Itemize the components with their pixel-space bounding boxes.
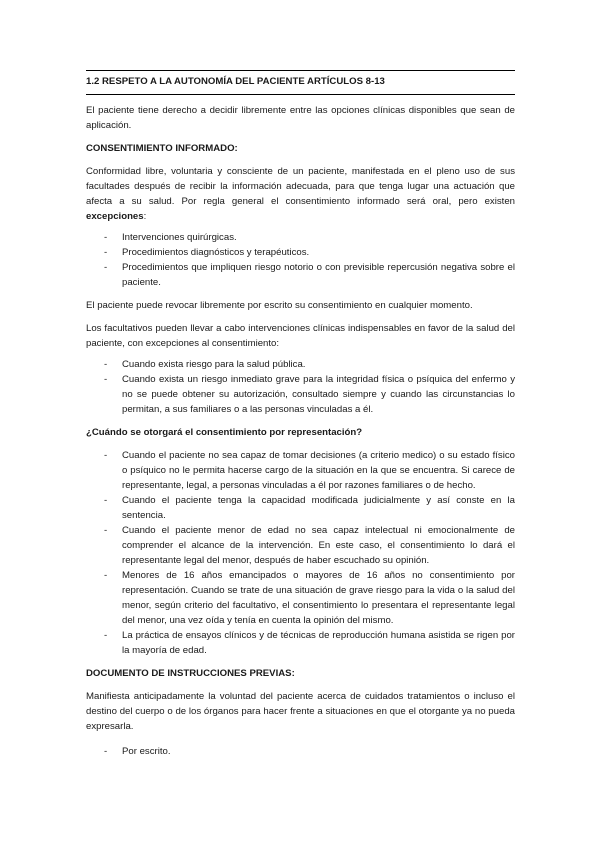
advance-heading: DOCUMENTO DE INSTRUCCIONES PREVIAS: [86, 668, 295, 679]
list-item: - Por escrito. [86, 744, 515, 759]
list-item: - Cuando exista un riesgo inmediato grave para la integridad física o psíquica del enfermo y no se puede obtener su autorización, consultado siempre y cuando las circunstancias lo permitan, a sus familiares o a las personas vinculadas a él. [86, 372, 515, 417]
list-item: - Cuando el paciente no sea capaz de tomar decisiones (a criterio medico) o su estado físico o psíquico no le permita hacerse cargo de la situación en la que se encuentra. Si carece de representante, legal, a personas vinculadas a él por razones familiares o de hecho. [86, 448, 515, 493]
list-item: - Intervenciones quirúrgicas. [86, 230, 515, 245]
list-item: - La práctica de ensayos clínicos y de técnicas de reproducción humana asistida se rigen por la mayoría de edad. [86, 628, 515, 658]
intro-paragraph: El paciente tiene derecho a decidir libremente entre las opciones clínicas disponibles que sean de aplicación. [86, 105, 515, 131]
revoke-paragraph: El paciente puede revocar libremente por escrito su consentimiento en cualquier momento. [86, 300, 473, 311]
representation-heading: ¿Cuándo se otorgará el consentimiento por representación? [86, 427, 363, 438]
section-title: 1.2 RESPETO A LA AUTONOMÍA DEL PACIENTE ARTÍCULOS 8-13 [86, 76, 385, 87]
indispensable-list [86, 357, 515, 417]
list-item: - Menores de 16 años emancipados o mayores de 16 años no consentimiento por representación. Cuando se trate de una situación de grave riesgo para la vida o la salud del menor, según criterio del facultativo, el consentimiento lo presentara el representante legal del menor, una vez oída y tenía en cuenta la opinión del mismo. [86, 568, 515, 628]
consent-definition [86, 164, 515, 224]
consent-definition-text: Conformidad libre, voluntaria y consciente de un paciente, manifestada en el pleno uso de sus facultades después de recibir la información adecuada, para que tenga lugar una actuación que afecta a su salud. Por regla general el consentimiento informado será oral, pero existen [86, 166, 515, 207]
list-item: - Procedimientos diagnósticos y terapéuticos. [86, 245, 515, 260]
exceptions-emphasis: excepciones [86, 211, 144, 222]
advance-paragraph: Manifiesta anticipadamente la voluntad del paciente acerca de cuidados tratamientos o incluso el destino del cuerpo o de los órganos para hacer frente a situaciones en que el otorgante ya no pueda expresarla. [86, 691, 515, 732]
list-item: - Cuando el paciente menor de edad no sea capaz intelectual ni emocionalmente de comprender el alcance de la intervención. En este caso, el consentimiento lo dará el representante legal del menor, después de haber escuchado su opinión. [86, 523, 515, 568]
list-item: - Cuando exista riesgo para la salud pública. [86, 357, 515, 372]
document-content [86, 70, 515, 759]
advance-list [86, 744, 515, 759]
indispensable-paragraph: Los facultativos pueden llevar a cabo intervenciones clínicas indispensables en favor de la salud del paciente, con excepciones al consentimiento: [86, 323, 515, 349]
consent-definition-colon: : [143, 211, 147, 222]
list-item: - Cuando el paciente tenga la capacidad modificada judicialmente y así conste en la sentencia. [86, 493, 515, 523]
list-item: - Procedimientos que impliquen riesgo notorio o con previsible repercusión negativa sobre el paciente. [86, 260, 515, 290]
consent-heading: CONSENTIMIENTO INFORMADO: [86, 143, 238, 154]
representation-list [86, 448, 515, 658]
exceptions-list [86, 230, 515, 290]
